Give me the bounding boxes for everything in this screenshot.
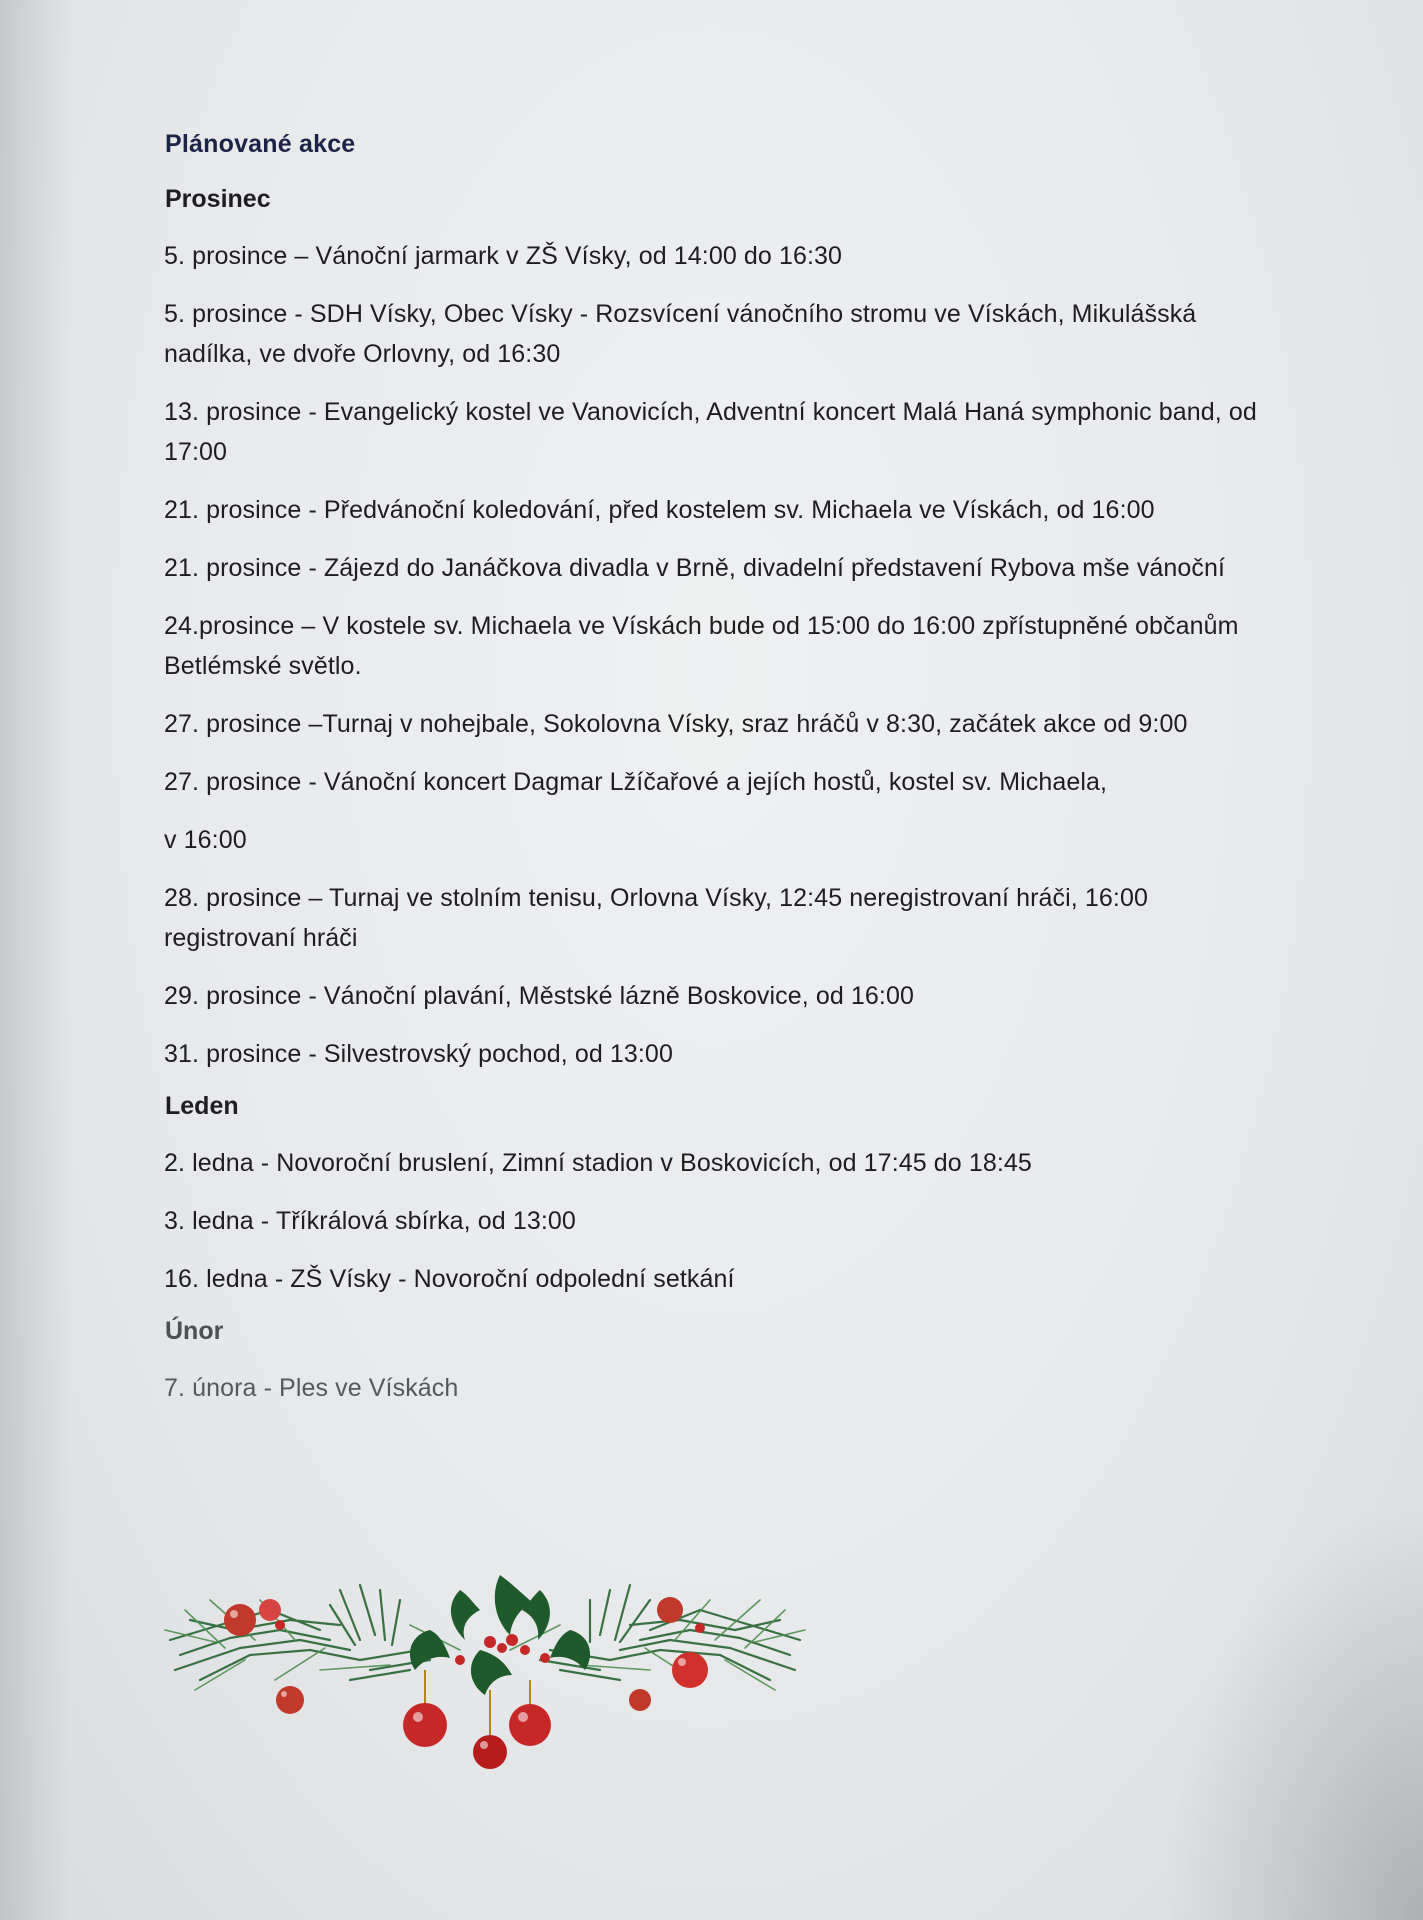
page-shadow-left	[0, 0, 70, 1920]
event-item: v 16:00	[164, 826, 247, 854]
document-content	[162, 130, 1282, 1426]
month-heading-leden: Leden	[165, 1092, 239, 1120]
event-item: 5. prosince – Vánoční jarmark v ZŠ Vísky, od 14:00 do 16:30	[164, 242, 843, 270]
event-item: 16. ledna - ZŠ Vísky - Novoroční odpolední setkání	[164, 1265, 735, 1293]
event-item: 24.prosince – V kostele sv. Michaela ve Vískách bude od 15:00 do 16:00 zpřístupněné občanům Betlémské světlo.	[164, 612, 1239, 680]
event-item: 29. prosince - Vánoční plavání, Městské lázně Boskovice, od 16:00	[164, 982, 914, 1010]
event-item: 27. prosince - Vánoční koncert Dagmar Lžíčařové a jejích hostů, kostel sv. Michaela,	[164, 768, 1108, 796]
event-item: 3. ledna - Tříkrálová sbírka, od 13:00	[164, 1207, 576, 1235]
document-title: Plánované akce	[165, 130, 356, 158]
month-heading-unor: Únor	[165, 1317, 224, 1345]
event-item: 7. února - Ples ve Vískách	[164, 1374, 459, 1402]
event-item: 5. prosince - SDH Vísky, Obec Vísky - Rozsvícení vánočního stromu ve Vískách, Mikulášská nadílka, ve dvoře Orlovny, od 16:30	[164, 300, 1197, 368]
event-item: 21. prosince - Předvánoční koledování, před kostelem sv. Michaela ve Vískách, od 16:00	[164, 496, 1155, 524]
month-heading-prosinec: Prosinec	[165, 185, 271, 213]
event-item: 2. ledna - Novoroční bruslení, Zimní stadion v Boskovicích, od 17:45 do 18:45	[164, 1149, 1032, 1177]
event-item: 31. prosince - Silvestrovský pochod, od 13:00	[164, 1040, 673, 1068]
event-item: 13. prosince - Evangelický kostel ve Vanovicích, Adventní koncert Malá Haná symphonic band, od 17:00	[164, 398, 1257, 466]
event-item: 21. prosince - Zájezd do Janáčkova divadla v Brně, divadelní představení Rybova mše vánoční	[164, 554, 1226, 582]
event-item: 27. prosince –Turnaj v nohejbale, Sokolovna Vísky, sraz hráčů v 8:30, začátek akce od 9:00	[164, 710, 1188, 738]
event-item: 28. prosince – Turnaj ve stolním tenisu, Orlovna Vísky, 12:45 neregistrovaní hráči, 16:00 registrovaní hráči	[164, 884, 1148, 952]
christmas-garland-icon	[160, 1530, 810, 1770]
page-shadow-corner	[1163, 1500, 1423, 1920]
